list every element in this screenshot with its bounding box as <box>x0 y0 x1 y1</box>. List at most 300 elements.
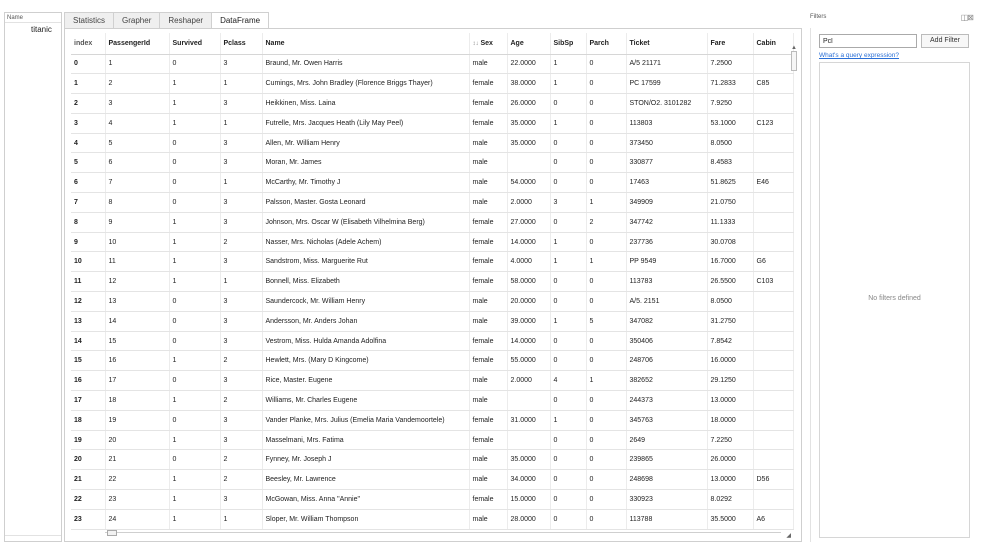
table-cell[interactable] <box>753 153 793 173</box>
table-cell[interactable] <box>753 351 793 371</box>
table-cell[interactable]: 20 <box>105 430 169 450</box>
table-cell[interactable]: Heikkinen, Miss. Laina <box>262 94 469 114</box>
table-cell[interactable]: 13.0000 <box>707 470 753 490</box>
table-cell[interactable]: A/5. 2151 <box>626 292 707 312</box>
table-cell[interactable]: 8 <box>105 193 169 213</box>
table-cell[interactable]: male <box>469 54 507 74</box>
table-cell[interactable]: 1 <box>550 113 586 133</box>
table-cell[interactable]: 113783 <box>626 272 707 292</box>
table-row[interactable] <box>71 371 793 391</box>
column-header-cabin[interactable] <box>753 33 793 54</box>
table-cell[interactable]: 3 <box>220 54 262 74</box>
table-cell[interactable]: 0 <box>550 212 586 232</box>
table-cell[interactable]: Nasser, Mrs. Nicholas (Adele Achem) <box>262 232 469 252</box>
table-cell[interactable]: 1 <box>169 94 220 114</box>
table-cell[interactable]: McCarthy, Mr. Timothy J <box>262 173 469 193</box>
table-cell[interactable]: 7.9250 <box>707 94 753 114</box>
table-cell[interactable]: PC 17599 <box>626 74 707 94</box>
query-help-link[interactable]: What's a query expression? <box>819 52 900 59</box>
table-cell[interactable]: 0 <box>550 391 586 411</box>
table-cell[interactable]: 3 <box>220 371 262 391</box>
table-cell[interactable]: Palsson, Master. Gosta Leonard <box>262 193 469 213</box>
table-cell[interactable]: 1 <box>550 74 586 94</box>
dataframe-list-scrollbar[interactable] <box>5 535 61 541</box>
table-cell[interactable]: 13 <box>105 292 169 312</box>
table-cell[interactable]: 0 <box>586 272 626 292</box>
table-cell[interactable]: 14 <box>105 311 169 331</box>
table-cell[interactable]: 35.0000 <box>507 450 550 470</box>
table-cell[interactable]: 39.0000 <box>507 311 550 331</box>
table-cell[interactable]: 1 <box>169 74 220 94</box>
row-index-cell[interactable]: 11 <box>71 272 105 292</box>
table-cell[interactable]: 1 <box>550 232 586 252</box>
table-cell[interactable]: D56 <box>753 470 793 490</box>
add-filter-button[interactable]: Add Filter <box>921 34 969 48</box>
table-cell[interactable]: 0 <box>169 292 220 312</box>
table-cell[interactable]: 26.5500 <box>707 272 753 292</box>
column-header-age[interactable] <box>507 33 550 54</box>
row-index-cell[interactable]: 23 <box>71 509 105 529</box>
table-cell[interactable]: 0 <box>586 153 626 173</box>
table-cell[interactable]: 0 <box>586 94 626 114</box>
table-cell[interactable]: 71.2833 <box>707 74 753 94</box>
table-cell[interactable]: female <box>469 410 507 430</box>
table-cell[interactable]: 17463 <box>626 173 707 193</box>
table-cell[interactable]: male <box>469 371 507 391</box>
table-row[interactable] <box>71 509 793 529</box>
tab-reshaper[interactable]: Reshaper <box>159 12 212 28</box>
scroll-up-icon[interactable]: ▲ <box>791 45 797 51</box>
table-cell[interactable]: 3 <box>220 292 262 312</box>
table-cell[interactable] <box>753 391 793 411</box>
table-cell[interactable]: male <box>469 509 507 529</box>
table-cell[interactable]: 1 <box>220 173 262 193</box>
table-cell[interactable]: 1 <box>550 410 586 430</box>
table-cell[interactable] <box>753 331 793 351</box>
table-cell[interactable]: 0 <box>586 74 626 94</box>
table-cell[interactable]: 11.1333 <box>707 212 753 232</box>
table-cell[interactable]: C123 <box>753 113 793 133</box>
table-cell[interactable]: 4.0000 <box>507 252 550 272</box>
table-cell[interactable]: 14.0000 <box>507 331 550 351</box>
table-cell[interactable]: 1 <box>586 252 626 272</box>
table-cell[interactable] <box>753 54 793 74</box>
table-cell[interactable]: 237736 <box>626 232 707 252</box>
row-index-cell[interactable]: 2 <box>71 94 105 114</box>
table-cell[interactable]: Moran, Mr. James <box>262 153 469 173</box>
table-cell[interactable] <box>507 391 550 411</box>
table-cell[interactable]: Cumings, Mrs. John Bradley (Florence Briggs Thayer) <box>262 74 469 94</box>
table-cell[interactable] <box>753 311 793 331</box>
table-cell[interactable]: 1 <box>169 391 220 411</box>
row-index-cell[interactable]: 3 <box>71 113 105 133</box>
table-cell[interactable]: 28.0000 <box>507 509 550 529</box>
table-cell[interactable]: 15.0000 <box>507 490 550 510</box>
table-cell[interactable]: 3 <box>220 331 262 351</box>
table-cell[interactable]: 5 <box>586 311 626 331</box>
table-row[interactable] <box>71 193 793 213</box>
table-cell[interactable]: 239865 <box>626 450 707 470</box>
table-cell[interactable]: 0 <box>550 490 586 510</box>
table-cell[interactable]: 2 <box>105 74 169 94</box>
table-cell[interactable]: 2649 <box>626 430 707 450</box>
table-cell[interactable]: 0 <box>586 470 626 490</box>
table-cell[interactable]: 8.4583 <box>707 153 753 173</box>
table-cell[interactable]: 1 <box>550 252 586 272</box>
dataframe-list-item[interactable]: titanic <box>31 25 52 34</box>
table-cell[interactable]: 248706 <box>626 351 707 371</box>
table-cell[interactable]: male <box>469 133 507 153</box>
table-cell[interactable]: 0 <box>550 470 586 490</box>
table-cell[interactable]: 1 <box>169 430 220 450</box>
scroll-right-icon[interactable]: ◢ <box>786 533 791 539</box>
table-cell[interactable]: 0 <box>586 331 626 351</box>
row-index-cell[interactable]: 16 <box>71 371 105 391</box>
table-cell[interactable]: 4 <box>105 113 169 133</box>
table-cell[interactable]: 2.0000 <box>507 193 550 213</box>
table-cell[interactable]: Masselmani, Mrs. Fatima <box>262 430 469 450</box>
table-cell[interactable]: 12 <box>105 272 169 292</box>
table-cell[interactable] <box>753 430 793 450</box>
table-row[interactable] <box>71 133 793 153</box>
table-cell[interactable]: female <box>469 351 507 371</box>
table-cell[interactable]: 0 <box>586 133 626 153</box>
table-cell[interactable]: 26.0000 <box>707 450 753 470</box>
table-cell[interactable]: female <box>469 74 507 94</box>
table-row[interactable] <box>71 94 793 114</box>
table-cell[interactable]: 1 <box>586 193 626 213</box>
column-header-parch[interactable] <box>586 33 626 54</box>
table-row[interactable] <box>71 410 793 430</box>
column-header-sex[interactable] <box>469 33 507 54</box>
table-row[interactable] <box>71 272 793 292</box>
table-cell[interactable]: 248698 <box>626 470 707 490</box>
table-cell[interactable]: 345763 <box>626 410 707 430</box>
table-cell[interactable] <box>507 430 550 450</box>
table-cell[interactable] <box>753 371 793 391</box>
table-cell[interactable]: 7.2500 <box>707 54 753 74</box>
table-cell[interactable]: 1 <box>220 509 262 529</box>
table-cell[interactable]: male <box>469 391 507 411</box>
table-row[interactable] <box>71 331 793 351</box>
table-cell[interactable]: 31.0000 <box>507 410 550 430</box>
table-cell[interactable]: G6 <box>753 252 793 272</box>
row-index-cell[interactable]: 15 <box>71 351 105 371</box>
column-header-name[interactable] <box>262 33 469 54</box>
table-cell[interactable]: 3 <box>220 410 262 430</box>
row-index-cell[interactable]: 0 <box>71 54 105 74</box>
table-cell[interactable]: 0 <box>586 410 626 430</box>
row-index-cell[interactable]: 22 <box>71 490 105 510</box>
table-cell[interactable]: 0 <box>169 410 220 430</box>
table-row[interactable] <box>71 490 793 510</box>
column-header-pclass[interactable] <box>220 33 262 54</box>
table-cell[interactable] <box>753 94 793 114</box>
table-cell[interactable]: 1 <box>169 351 220 371</box>
table-cell[interactable]: 3 <box>220 490 262 510</box>
table-cell[interactable]: 0 <box>169 133 220 153</box>
table-cell[interactable]: 0 <box>586 490 626 510</box>
table-cell[interactable]: 1 <box>169 212 220 232</box>
table-cell[interactable]: 1 <box>169 113 220 133</box>
table-cell[interactable]: Beesley, Mr. Lawrence <box>262 470 469 490</box>
table-row[interactable] <box>71 470 793 490</box>
table-cell[interactable]: Hewlett, Mrs. (Mary D Kingcome) <box>262 351 469 371</box>
column-header-ticket[interactable] <box>626 33 707 54</box>
column-header-index[interactable] <box>71 33 105 54</box>
table-cell[interactable]: 3 <box>220 153 262 173</box>
table-cell[interactable]: 21.0750 <box>707 193 753 213</box>
table-cell[interactable] <box>753 133 793 153</box>
table-cell[interactable]: 1 <box>220 74 262 94</box>
table-cell[interactable]: 4 <box>550 371 586 391</box>
table-cell[interactable]: female <box>469 331 507 351</box>
table-cell[interactable]: 7.2250 <box>707 430 753 450</box>
table-cell[interactable]: 15 <box>105 331 169 351</box>
table-cell[interactable]: 1 <box>586 371 626 391</box>
table-cell[interactable]: female <box>469 272 507 292</box>
table-cell[interactable]: 0 <box>550 94 586 114</box>
table-cell[interactable]: 0 <box>586 173 626 193</box>
tab-dataframe[interactable]: DataFrame <box>211 12 269 29</box>
table-cell[interactable]: Saundercock, Mr. William Henry <box>262 292 469 312</box>
table-cell[interactable]: 23 <box>105 490 169 510</box>
table-cell[interactable]: 24 <box>105 509 169 529</box>
table-cell[interactable]: 0 <box>169 54 220 74</box>
row-index-cell[interactable]: 14 <box>71 331 105 351</box>
table-cell[interactable]: 9 <box>105 212 169 232</box>
table-cell[interactable]: 21 <box>105 450 169 470</box>
tab-statistics[interactable]: Statistics <box>64 12 114 28</box>
table-row[interactable] <box>71 351 793 371</box>
table-cell[interactable]: male <box>469 193 507 213</box>
row-index-cell[interactable]: 18 <box>71 410 105 430</box>
table-cell[interactable]: 0 <box>550 430 586 450</box>
table-cell[interactable]: 11 <box>105 252 169 272</box>
table-cell[interactable]: Braund, Mr. Owen Harris <box>262 54 469 74</box>
horizontal-scrollbar-thumb[interactable] <box>107 530 117 536</box>
table-cell[interactable]: male <box>469 153 507 173</box>
row-index-cell[interactable]: 1 <box>71 74 105 94</box>
table-cell[interactable]: 0 <box>586 351 626 371</box>
table-cell[interactable]: 3 <box>105 94 169 114</box>
table-cell[interactable]: 0 <box>586 54 626 74</box>
row-index-cell[interactable]: 6 <box>71 173 105 193</box>
table-cell[interactable]: A/5 21171 <box>626 54 707 74</box>
table-cell[interactable] <box>753 193 793 213</box>
table-cell[interactable]: 0 <box>169 331 220 351</box>
table-cell[interactable]: Fynney, Mr. Joseph J <box>262 450 469 470</box>
table-cell[interactable]: 244373 <box>626 391 707 411</box>
row-index-cell[interactable]: 8 <box>71 212 105 232</box>
table-cell[interactable]: 26.0000 <box>507 94 550 114</box>
table-cell[interactable]: C103 <box>753 272 793 292</box>
table-cell[interactable]: Sandstrom, Miss. Marguerite Rut <box>262 252 469 272</box>
table-row[interactable] <box>71 212 793 232</box>
table-cell[interactable]: 29.1250 <box>707 371 753 391</box>
table-cell[interactable]: 1 <box>169 252 220 272</box>
table-cell[interactable]: 30.0708 <box>707 232 753 252</box>
table-cell[interactable]: 0 <box>169 173 220 193</box>
table-cell[interactable]: 55.0000 <box>507 351 550 371</box>
tab-grapher[interactable]: Grapher <box>113 12 160 28</box>
table-row[interactable] <box>71 54 793 74</box>
table-cell[interactable]: 2 <box>220 232 262 252</box>
row-index-cell[interactable]: 19 <box>71 430 105 450</box>
table-cell[interactable]: 0 <box>169 311 220 331</box>
table-cell[interactable]: 0 <box>586 430 626 450</box>
table-cell[interactable]: 58.0000 <box>507 272 550 292</box>
table-cell[interactable]: 7.8542 <box>707 331 753 351</box>
table-cell[interactable]: McGowan, Miss. Anna "Annie" <box>262 490 469 510</box>
table-cell[interactable]: 3 <box>220 252 262 272</box>
table-cell[interactable]: 0 <box>586 391 626 411</box>
table-cell[interactable]: 0 <box>550 272 586 292</box>
table-cell[interactable]: 0 <box>586 450 626 470</box>
table-cell[interactable]: A6 <box>753 509 793 529</box>
table-row[interactable] <box>71 232 793 252</box>
table-cell[interactable]: Sloper, Mr. William Thompson <box>262 509 469 529</box>
table-cell[interactable]: 8.0500 <box>707 292 753 312</box>
table-cell[interactable]: 1 <box>169 232 220 252</box>
table-cell[interactable]: Andersson, Mr. Anders Johan <box>262 311 469 331</box>
table-cell[interactable]: 34.0000 <box>507 470 550 490</box>
table-cell[interactable]: 8.0500 <box>707 133 753 153</box>
table-cell[interactable] <box>753 292 793 312</box>
table-cell[interactable]: 16 <box>105 351 169 371</box>
table-cell[interactable]: 18.0000 <box>707 410 753 430</box>
table-cell[interactable]: Vander Planke, Mrs. Julius (Emelia Maria Vandemoortele) <box>262 410 469 430</box>
table-cell[interactable]: E46 <box>753 173 793 193</box>
table-cell[interactable]: Rice, Master. Eugene <box>262 371 469 391</box>
table-cell[interactable]: 0 <box>550 133 586 153</box>
row-index-cell[interactable]: 17 <box>71 391 105 411</box>
table-cell[interactable]: 1 <box>169 272 220 292</box>
table-cell[interactable]: Vestrom, Miss. Hulda Amanda Adolfina <box>262 331 469 351</box>
table-cell[interactable]: male <box>469 450 507 470</box>
table-cell[interactable]: 347742 <box>626 212 707 232</box>
table-cell[interactable]: 113803 <box>626 113 707 133</box>
table-cell[interactable]: 0 <box>586 509 626 529</box>
vertical-scrollbar-thumb[interactable] <box>791 51 797 71</box>
row-index-cell[interactable]: 13 <box>71 311 105 331</box>
table-cell[interactable]: 0 <box>550 509 586 529</box>
table-cell[interactable]: Williams, Mr. Charles Eugene <box>262 391 469 411</box>
table-cell[interactable]: male <box>469 470 507 490</box>
table-cell[interactable]: 22.0000 <box>507 54 550 74</box>
panel-float-close-icon[interactable]: ◫⊠ <box>960 13 973 22</box>
horizontal-scrollbar[interactable] <box>105 532 781 538</box>
table-row[interactable] <box>71 173 793 193</box>
table-cell[interactable]: Bonnell, Miss. Elizabeth <box>262 272 469 292</box>
column-header-sibsp[interactable] <box>550 33 586 54</box>
column-header-survived[interactable] <box>169 33 220 54</box>
row-index-cell[interactable]: 5 <box>71 153 105 173</box>
table-cell[interactable]: 35.5000 <box>707 509 753 529</box>
table-cell[interactable]: 1 <box>105 54 169 74</box>
table-cell[interactable]: 0 <box>550 450 586 470</box>
table-cell[interactable]: 1 <box>550 54 586 74</box>
table-cell[interactable]: 1 <box>169 490 220 510</box>
filter-query-input[interactable] <box>819 34 917 48</box>
table-cell[interactable]: 16.7000 <box>707 252 753 272</box>
table-cell[interactable]: 3 <box>220 133 262 153</box>
table-cell[interactable]: Johnson, Mrs. Oscar W (Elisabeth Vilhelmina Berg) <box>262 212 469 232</box>
table-cell[interactable]: 54.0000 <box>507 173 550 193</box>
table-cell[interactable]: male <box>469 311 507 331</box>
table-cell[interactable]: 0 <box>169 371 220 391</box>
table-cell[interactable]: male <box>469 173 507 193</box>
table-cell[interactable]: 3 <box>220 430 262 450</box>
table-cell[interactable]: STON/O2. 3101282 <box>626 94 707 114</box>
table-row[interactable] <box>71 450 793 470</box>
table-cell[interactable] <box>753 232 793 252</box>
table-cell[interactable]: male <box>469 292 507 312</box>
table-cell[interactable]: 349909 <box>626 193 707 213</box>
table-cell[interactable]: 1 <box>550 311 586 331</box>
row-index-cell[interactable]: 7 <box>71 193 105 213</box>
table-row[interactable] <box>71 430 793 450</box>
row-index-cell[interactable]: 12 <box>71 292 105 312</box>
table-cell[interactable]: 350406 <box>626 331 707 351</box>
table-cell[interactable]: 0 <box>586 232 626 252</box>
table-cell[interactable]: 1 <box>169 509 220 529</box>
table-cell[interactable] <box>753 212 793 232</box>
table-cell[interactable] <box>753 490 793 510</box>
table-cell[interactable]: 31.2750 <box>707 311 753 331</box>
table-cell[interactable]: PP 9549 <box>626 252 707 272</box>
table-cell[interactable]: 5 <box>105 133 169 153</box>
table-cell[interactable]: 2 <box>220 351 262 371</box>
table-row[interactable] <box>71 252 793 272</box>
table-row[interactable] <box>71 153 793 173</box>
table-cell[interactable]: 0 <box>169 193 220 213</box>
table-cell[interactable]: 0 <box>550 173 586 193</box>
table-cell[interactable]: 2 <box>220 470 262 490</box>
table-cell[interactable]: 38.0000 <box>507 74 550 94</box>
table-cell[interactable]: 10 <box>105 232 169 252</box>
table-cell[interactable]: 20.0000 <box>507 292 550 312</box>
row-index-cell[interactable]: 10 <box>71 252 105 272</box>
table-cell[interactable]: 2.0000 <box>507 371 550 391</box>
row-index-cell[interactable]: 9 <box>71 232 105 252</box>
table-cell[interactable]: 0 <box>550 292 586 312</box>
table-cell[interactable]: female <box>469 94 507 114</box>
table-cell[interactable]: 8.0292 <box>707 490 753 510</box>
row-index-cell[interactable]: 4 <box>71 133 105 153</box>
column-header-passengerid[interactable] <box>105 33 169 54</box>
table-cell[interactable]: 22 <box>105 470 169 490</box>
table-row[interactable] <box>71 292 793 312</box>
table-cell[interactable]: 18 <box>105 391 169 411</box>
table-cell[interactable]: 3 <box>220 311 262 331</box>
table-cell[interactable]: female <box>469 490 507 510</box>
table-cell[interactable]: 113788 <box>626 509 707 529</box>
table-cell[interactable]: 330923 <box>626 490 707 510</box>
table-cell[interactable]: 53.1000 <box>707 113 753 133</box>
table-cell[interactable]: 0 <box>550 351 586 371</box>
table-cell[interactable] <box>753 410 793 430</box>
table-cell[interactable]: 27.0000 <box>507 212 550 232</box>
table-row[interactable] <box>71 74 793 94</box>
table-cell[interactable]: 19 <box>105 410 169 430</box>
table-cell[interactable]: 35.0000 <box>507 113 550 133</box>
row-index-cell[interactable]: 21 <box>71 470 105 490</box>
table-cell[interactable]: 0 <box>550 153 586 173</box>
table-cell[interactable]: 3 <box>550 193 586 213</box>
table-cell[interactable]: 0 <box>169 153 220 173</box>
table-cell[interactable]: 0 <box>586 113 626 133</box>
